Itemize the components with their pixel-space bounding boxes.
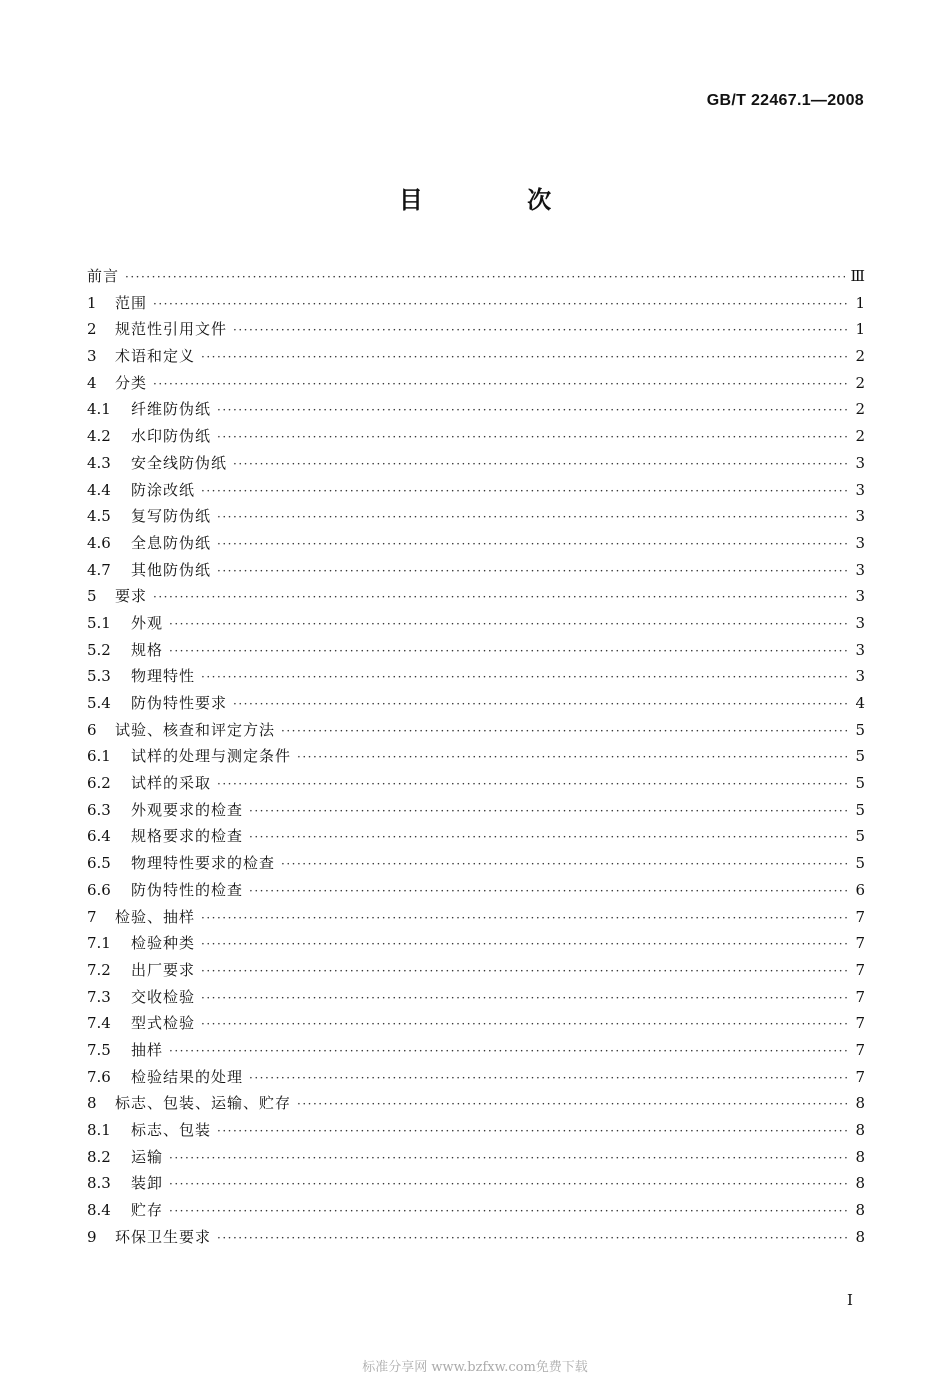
- toc-entry-number: 5.2: [87, 640, 111, 659]
- toc-entry-page: 5: [855, 800, 865, 819]
- toc-entry-label: 外观要求的检查: [131, 800, 244, 819]
- toc-entry[interactable]: [87, 1117, 865, 1144]
- toc-entry-label: 贮存: [131, 1201, 164, 1220]
- toc-entry-page: 5: [855, 720, 865, 739]
- toc-entry-label: 标志、包装: [131, 1121, 212, 1139]
- toc-entry[interactable]: [87, 610, 865, 637]
- toc-entry[interactable]: [87, 717, 865, 744]
- toc-entry-page: 4: [855, 694, 865, 712]
- toc-entry[interactable]: [87, 984, 865, 1011]
- toc-entry-number: 4.6: [87, 533, 111, 552]
- toc-entry-number: 5.3: [87, 667, 111, 686]
- toc-entry-number: 7.6: [87, 1067, 111, 1086]
- toc-entry-label: 水印防伪纸: [131, 427, 212, 446]
- toc-dot-leader: [169, 1198, 849, 1225]
- toc-entry-number: 4.7: [87, 560, 111, 579]
- toc-entry-page: 2: [855, 347, 865, 366]
- toc-entry-page: 3: [855, 533, 865, 552]
- toc-entry[interactable]: [87, 1090, 865, 1117]
- toc-entry-label: 安全线防伪纸: [131, 453, 228, 472]
- toc-entry-number: 6.4: [87, 827, 111, 846]
- toc-dot-leader: [201, 1011, 849, 1038]
- toc-entry-number: 6.6: [87, 880, 111, 899]
- toc-entry[interactable]: [87, 1037, 865, 1064]
- toc-entry[interactable]: [87, 503, 865, 530]
- toc-entry-number: 6: [87, 720, 97, 739]
- toc-entry-page: 8: [855, 1227, 865, 1246]
- toc-dot-leader: [169, 638, 849, 665]
- toc-entry[interactable]: [87, 477, 865, 504]
- toc-entry[interactable]: [87, 850, 865, 877]
- toc-entry-label: 物理特性: [131, 667, 196, 686]
- toc-entry-page: 3: [855, 453, 865, 472]
- toc-dot-leader: [169, 1171, 849, 1198]
- toc-entry-page: 7: [855, 1014, 865, 1033]
- toc-entry-label: 规格要求的检查: [131, 827, 244, 846]
- toc-entry-label: 外观: [131, 613, 164, 632]
- toc-entry-number: 8.2: [87, 1147, 111, 1166]
- toc-entry-page: 2: [855, 373, 865, 392]
- toc-entry-number: 4: [87, 373, 97, 392]
- toc-entry-number: 8.4: [87, 1201, 111, 1220]
- toc-entry[interactable]: [87, 290, 865, 317]
- toc-entry-label: 分类: [115, 373, 148, 392]
- toc-entry[interactable]: [87, 930, 865, 957]
- toc-entry-number: 8.3: [87, 1174, 111, 1193]
- toc-entry-page: 7: [855, 907, 865, 926]
- toc-dot-leader: [217, 531, 849, 558]
- toc-entry-number: 7.5: [87, 1040, 111, 1059]
- toc-entry-label: 防涂改纸: [131, 480, 196, 499]
- toc-entry-number: 5: [87, 587, 97, 606]
- toc-entry-page: 3: [855, 560, 865, 579]
- toc-dot-leader: [249, 824, 849, 851]
- toc-entry[interactable]: [87, 690, 865, 717]
- toc-entry-label: 运输: [131, 1147, 164, 1166]
- toc-entry-label: 出厂要求: [131, 960, 196, 979]
- toc-entry-page: 7: [855, 934, 865, 953]
- toc-entry[interactable]: [87, 1224, 865, 1251]
- toc-entry-page: 3: [855, 640, 865, 659]
- toc-entry-page: 6: [855, 880, 865, 899]
- toc-entry-page: 2: [855, 427, 865, 446]
- toc-entry[interactable]: [87, 370, 865, 397]
- toc-entry-number: 9: [87, 1227, 97, 1246]
- toc-entry[interactable]: [87, 316, 865, 343]
- toc-entry[interactable]: [87, 530, 865, 557]
- toc-dot-leader: [297, 1091, 849, 1118]
- toc-dot-leader: [249, 798, 849, 825]
- toc-entry-number: 6.1: [87, 747, 111, 766]
- toc-entry-page: Ⅲ: [850, 267, 865, 285]
- toc-dot-leader: [249, 1065, 849, 1092]
- toc-entry-page: 2: [855, 400, 865, 419]
- toc-entry-number: 7.2: [87, 960, 111, 979]
- toc-entry-number: 7.1: [87, 934, 111, 953]
- toc-entry-label: 检验结果的处理: [131, 1067, 244, 1086]
- toc-entry-number: 8.1: [87, 1121, 111, 1139]
- toc-entry-label: 试样的处理与测定条件: [131, 747, 292, 766]
- toc-entry-page: 8: [855, 1147, 865, 1166]
- toc-dot-leader: [233, 691, 849, 718]
- toc-entry-number: 5.4: [87, 694, 111, 712]
- toc-entry[interactable]: [87, 557, 865, 584]
- toc-entry-page: 3: [855, 480, 865, 499]
- toc-dot-leader: [217, 397, 849, 424]
- toc-entry-number: 2: [87, 320, 97, 339]
- toc-entry-label: 规格: [131, 640, 164, 659]
- toc-entry-page: 3: [855, 667, 865, 686]
- toc-dot-leader: [233, 317, 849, 344]
- toc-dot-leader: [249, 878, 849, 905]
- page-title: 目 次: [398, 186, 600, 214]
- toc-dot-leader: [125, 264, 845, 291]
- watermark: 标准分享网 www.bzfxw.com免费下载: [362, 1360, 588, 1375]
- toc-dot-leader: [153, 291, 849, 318]
- toc-entry-number: 1: [87, 293, 97, 312]
- toc-dot-leader: [217, 424, 849, 451]
- toc-dot-leader: [217, 558, 849, 585]
- toc-dot-leader: [201, 905, 849, 932]
- toc-dot-leader: [297, 744, 849, 771]
- toc-dot-leader: [217, 771, 849, 798]
- toc-entry[interactable]: [87, 423, 865, 450]
- toc-entry-page: 8: [855, 1121, 865, 1139]
- toc-entry[interactable]: [87, 797, 865, 824]
- toc-entry-number: 4.1: [87, 400, 111, 419]
- toc-entry-page: 3: [855, 613, 865, 632]
- toc-entry[interactable]: [87, 637, 865, 664]
- toc-entry[interactable]: [87, 1144, 865, 1171]
- toc-entry-page: 5: [855, 747, 865, 766]
- toc-entry-label: 标志、包装、运输、贮存: [115, 1094, 292, 1113]
- toc-entry[interactable]: [87, 904, 865, 931]
- toc-entry[interactable]: [87, 343, 865, 370]
- toc-entry-label: 检验、抽样: [115, 907, 196, 926]
- toc-entry-label: 交收检验: [131, 987, 196, 1006]
- toc-entry-number: 6.5: [87, 854, 111, 873]
- toc-entry-label: 术语和定义: [115, 347, 196, 366]
- toc-entry-number: 4.5: [87, 507, 111, 526]
- toc-entry-page: 5: [855, 827, 865, 846]
- toc-entry-page: 1: [855, 293, 865, 312]
- toc-dot-leader: [201, 478, 849, 505]
- toc-entry[interactable]: [87, 823, 865, 850]
- toc-entry-label: 全息防伪纸: [131, 533, 212, 552]
- toc-entry-number: 4.3: [87, 453, 111, 472]
- toc-entry-number: 3: [87, 347, 97, 366]
- toc-entry-label: 纤维防伪纸: [131, 400, 212, 419]
- toc-entry-page: 1: [855, 320, 865, 339]
- page-number: Ⅰ: [847, 1291, 853, 1309]
- toc-entry-page: 7: [855, 1067, 865, 1086]
- toc-entry-number: 7: [87, 907, 97, 926]
- toc-dot-leader: [233, 451, 849, 478]
- toc-entry-number: 7.3: [87, 987, 111, 1006]
- toc-dot-leader: [201, 664, 849, 691]
- toc-entry[interactable]: [87, 957, 865, 984]
- toc-entry-page: 7: [855, 960, 865, 979]
- toc-entry-label: 范围: [115, 293, 148, 312]
- toc-entry-page: 8: [855, 1201, 865, 1220]
- toc-entry-label: 装卸: [131, 1174, 164, 1193]
- toc-entry-label: 试样的采取: [131, 774, 212, 793]
- toc-entry-label: 防伪特性要求: [131, 694, 228, 712]
- toc-entry-label: 物理特性要求的检查: [131, 854, 276, 873]
- toc-entry[interactable]: [87, 263, 865, 290]
- toc-dot-leader: [169, 1145, 849, 1172]
- toc-entry-number: 4.2: [87, 427, 111, 446]
- toc-entry-label: 环保卫生要求: [115, 1227, 212, 1246]
- toc-entry[interactable]: [87, 1010, 865, 1037]
- toc-entry-label: 复写防伪纸: [131, 507, 212, 526]
- toc-dot-leader: [201, 344, 849, 371]
- toc-dot-leader: [169, 611, 849, 638]
- toc-dot-leader: [153, 371, 849, 398]
- toc-entry-label: 其他防伪纸: [131, 560, 212, 579]
- toc-entry-page: 8: [855, 1174, 865, 1193]
- toc-dot-leader: [217, 504, 849, 531]
- toc-entry-label: 检验种类: [131, 934, 196, 953]
- toc-entry[interactable]: [87, 450, 865, 477]
- toc-dot-leader: [217, 1118, 849, 1145]
- toc-entry-page: 8: [855, 1094, 865, 1113]
- toc-entry-page: 5: [855, 774, 865, 793]
- toc-entry-number: 6.2: [87, 774, 111, 793]
- toc-entry[interactable]: [87, 770, 865, 797]
- toc-entry-page: 7: [855, 1040, 865, 1059]
- table-of-contents: [87, 263, 865, 1250]
- toc-entry-label: 抽样: [131, 1040, 164, 1059]
- toc-entry-label: 要求: [115, 587, 148, 606]
- toc-entry-number: 8: [87, 1094, 97, 1113]
- toc-entry-number: 4.4: [87, 480, 111, 499]
- toc-entry-label: 规范性引用文件: [115, 320, 228, 339]
- standard-code: GB/T 22467.1—2008: [706, 92, 864, 109]
- toc-dot-leader: [169, 1038, 849, 1065]
- toc-entry[interactable]: [87, 663, 865, 690]
- toc-entry[interactable]: [87, 1197, 865, 1224]
- toc-entry-label: 试验、核查和评定方法: [115, 720, 276, 739]
- toc-entry-page: 7: [855, 987, 865, 1006]
- toc-entry[interactable]: [87, 1170, 865, 1197]
- toc-entry-page: 3: [855, 587, 865, 606]
- toc-entry-label: 型式检验: [131, 1014, 196, 1033]
- toc-entry-number: 5.1: [87, 613, 111, 632]
- toc-entry[interactable]: [87, 743, 865, 770]
- toc-dot-leader: [201, 931, 849, 958]
- toc-entry[interactable]: [87, 877, 865, 904]
- toc-entry-page: 3: [855, 507, 865, 526]
- toc-entry-number: 6.3: [87, 800, 111, 819]
- toc-dot-leader: [201, 958, 849, 985]
- toc-entry-number: 7.4: [87, 1014, 111, 1033]
- toc-dot-leader: [281, 718, 849, 745]
- toc-entry[interactable]: [87, 583, 865, 610]
- toc-entry-label: 防伪特性的检查: [131, 880, 244, 899]
- toc-dot-leader: [201, 985, 849, 1012]
- toc-entry[interactable]: [87, 396, 865, 423]
- toc-entry[interactable]: [87, 1064, 865, 1091]
- toc-dot-leader: [281, 851, 849, 878]
- toc-entry-page: 5: [855, 854, 865, 873]
- toc-dot-leader: [217, 1225, 849, 1252]
- toc-entry-label: 前言: [87, 267, 120, 285]
- toc-dot-leader: [153, 584, 849, 611]
